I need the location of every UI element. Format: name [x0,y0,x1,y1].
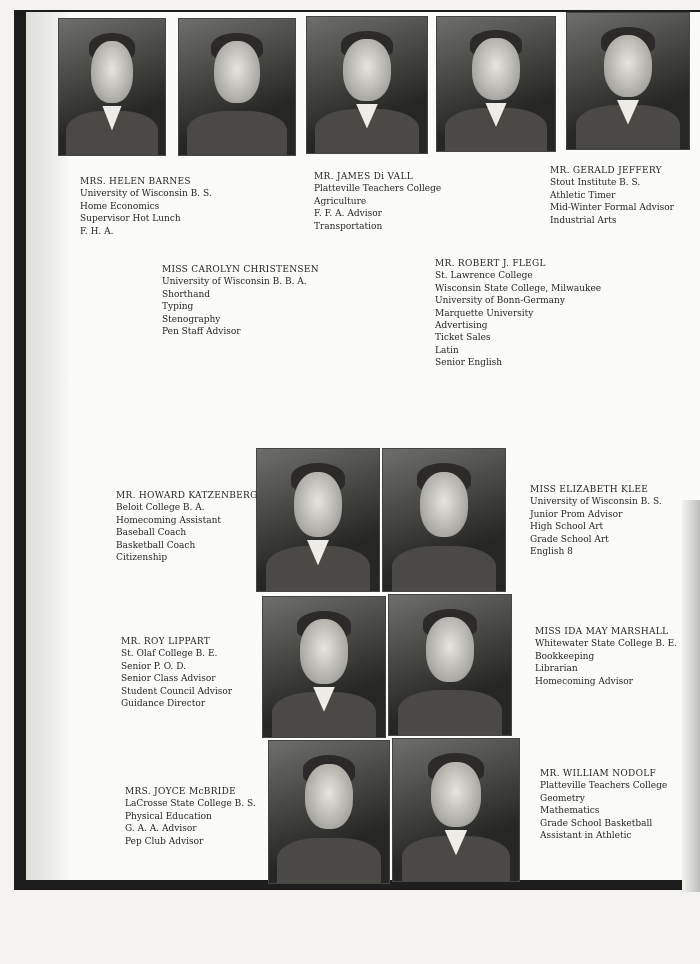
faculty-detail: University of Wisconsin B. B. A. [162,277,307,288]
faculty-detail: F. F. A. Advisor [314,209,382,220]
faculty-detail: Junior Prom Advisor [530,509,623,520]
faculty-detail: Beloit College B. A. [116,503,205,514]
photo-elizabeth-klee [382,448,506,592]
caption-joyce-mcbride [125,786,256,848]
caption-carolyn-christensen [162,264,319,338]
faculty-detail: Pep Club Advisor [125,836,204,847]
faculty-detail: Homecoming Advisor [535,676,633,687]
photo-robert-flegl [436,16,556,152]
bottom-margin [0,892,700,964]
faculty-detail: Platteville Teachers College [314,184,442,195]
faculty-detail: Grade School Basketball [540,818,653,829]
faculty-detail: Transportation [314,221,383,232]
faculty-detail: High School Art [530,522,604,533]
faculty-detail: Baseball Coach [116,528,187,539]
faculty-detail: Bookkeeping [535,651,595,662]
faculty-detail: St. Lawrence College [435,271,533,282]
faculty-detail: Pen Staff Advisor [162,327,241,338]
faculty-detail: Whitewater State College B. E. [535,639,678,650]
photo-helen-barnes [58,18,166,156]
faculty-detail: Student Council Advisor [121,686,233,697]
faculty-detail: Homecoming Assistant [116,515,222,526]
faculty-detail: Supervisor Hot Lunch [80,214,181,225]
photo-gerald-jeffery [566,12,690,150]
caption-roy-lippart [121,636,232,710]
faculty-detail: Physical Education [125,811,212,822]
faculty-name: MR. JAMES Di VALL [314,172,414,182]
caption-howard-katzenberg [116,490,258,564]
photo-joyce-mcbride [268,740,390,884]
faculty-detail: Basketball Coach [116,540,196,551]
caption-james-divall [314,171,441,233]
faculty-detail: Senior P. O. D. [121,661,187,672]
caption-ida-may-marshall [535,626,677,688]
faculty-name: MR. GERALD JEFFERY [550,166,662,176]
photo-james-divall [306,16,428,154]
caption-william-nodolf [540,768,667,842]
faculty-detail: Senior English [435,358,503,369]
faculty-detail: LaCrosse State College B. S. [125,799,256,810]
faculty-detail: Geometry [540,793,585,804]
faculty-detail: Marquette University [435,308,534,319]
faculty-name: MRS. JOYCE McBRIDE [125,787,237,797]
faculty-detail: Agriculture [314,196,367,207]
faculty-detail: St. Olaf College B. E. [121,649,218,660]
photo-carolyn-christensen [178,18,296,156]
faculty-detail: Athletic Timer [550,190,616,201]
faculty-detail: University of Wisconsin B. S. [530,497,662,508]
faculty-detail: Shorthand [162,289,211,300]
faculty-detail: Senior Class Advisor [121,674,216,685]
faculty-detail: Librarian [535,664,578,675]
photo-william-nodolf [392,738,520,882]
faculty-name: MISS CAROLYN CHRISTENSEN [162,265,319,275]
faculty-detail: F. H. A. [80,226,114,237]
faculty-detail: Assistant in Athletic [540,831,632,842]
faculty-detail: Advertising [435,321,488,332]
faculty-name: MR. HOWARD KATZENBERG [116,491,258,501]
caption-helen-barnes [80,176,212,238]
caption-elizabeth-klee [530,484,662,558]
faculty-name: MISS ELIZABETH KLEE [530,485,649,495]
caption-robert-flegl [435,258,601,370]
faculty-name: MR. ROBERT J. FLEGL [435,259,546,269]
photo-howard-katzenberg [256,448,380,592]
faculty-detail: Typing [162,302,194,313]
photo-roy-lippart [262,596,386,738]
caption-gerald-jeffery [550,165,674,227]
faculty-name: MRS. HELEN BARNES [80,177,191,187]
faculty-detail: Stenography [162,314,221,325]
faculty-detail: University of Bonn-Germany [435,296,565,307]
faculty-detail: English 8 [530,547,573,558]
faculty-detail: Mid-Winter Formal Advisor [550,203,674,214]
faculty-detail: Guidance Director [121,699,206,710]
faculty-detail: University of Wisconsin B. S. [80,189,212,200]
faculty-detail: Ticket Sales [435,333,491,344]
faculty-detail: Industrial Arts [550,215,617,226]
photo-ida-may-marshall [388,594,512,736]
faculty-detail: G. A. A. Advisor [125,824,197,835]
faculty-detail: Wisconsin State College, Milwaukee [435,283,602,294]
page-edge-shadow [682,500,700,900]
faculty-detail: Citizenship [116,553,168,564]
faculty-detail: Platteville Teachers College [540,781,668,792]
faculty-name: MR. WILLIAM NODOLF [540,769,657,779]
faculty-detail: Mathematics [540,806,600,817]
faculty-detail: Stout Institute B. S. [550,178,641,189]
faculty-detail: Grade School Art [530,534,609,545]
faculty-name: MR. ROY LIPPART [121,637,211,647]
faculty-name: MISS IDA MAY MARSHALL [535,627,669,637]
faculty-detail: Latin [435,345,459,356]
faculty-detail: Home Economics [80,201,160,212]
